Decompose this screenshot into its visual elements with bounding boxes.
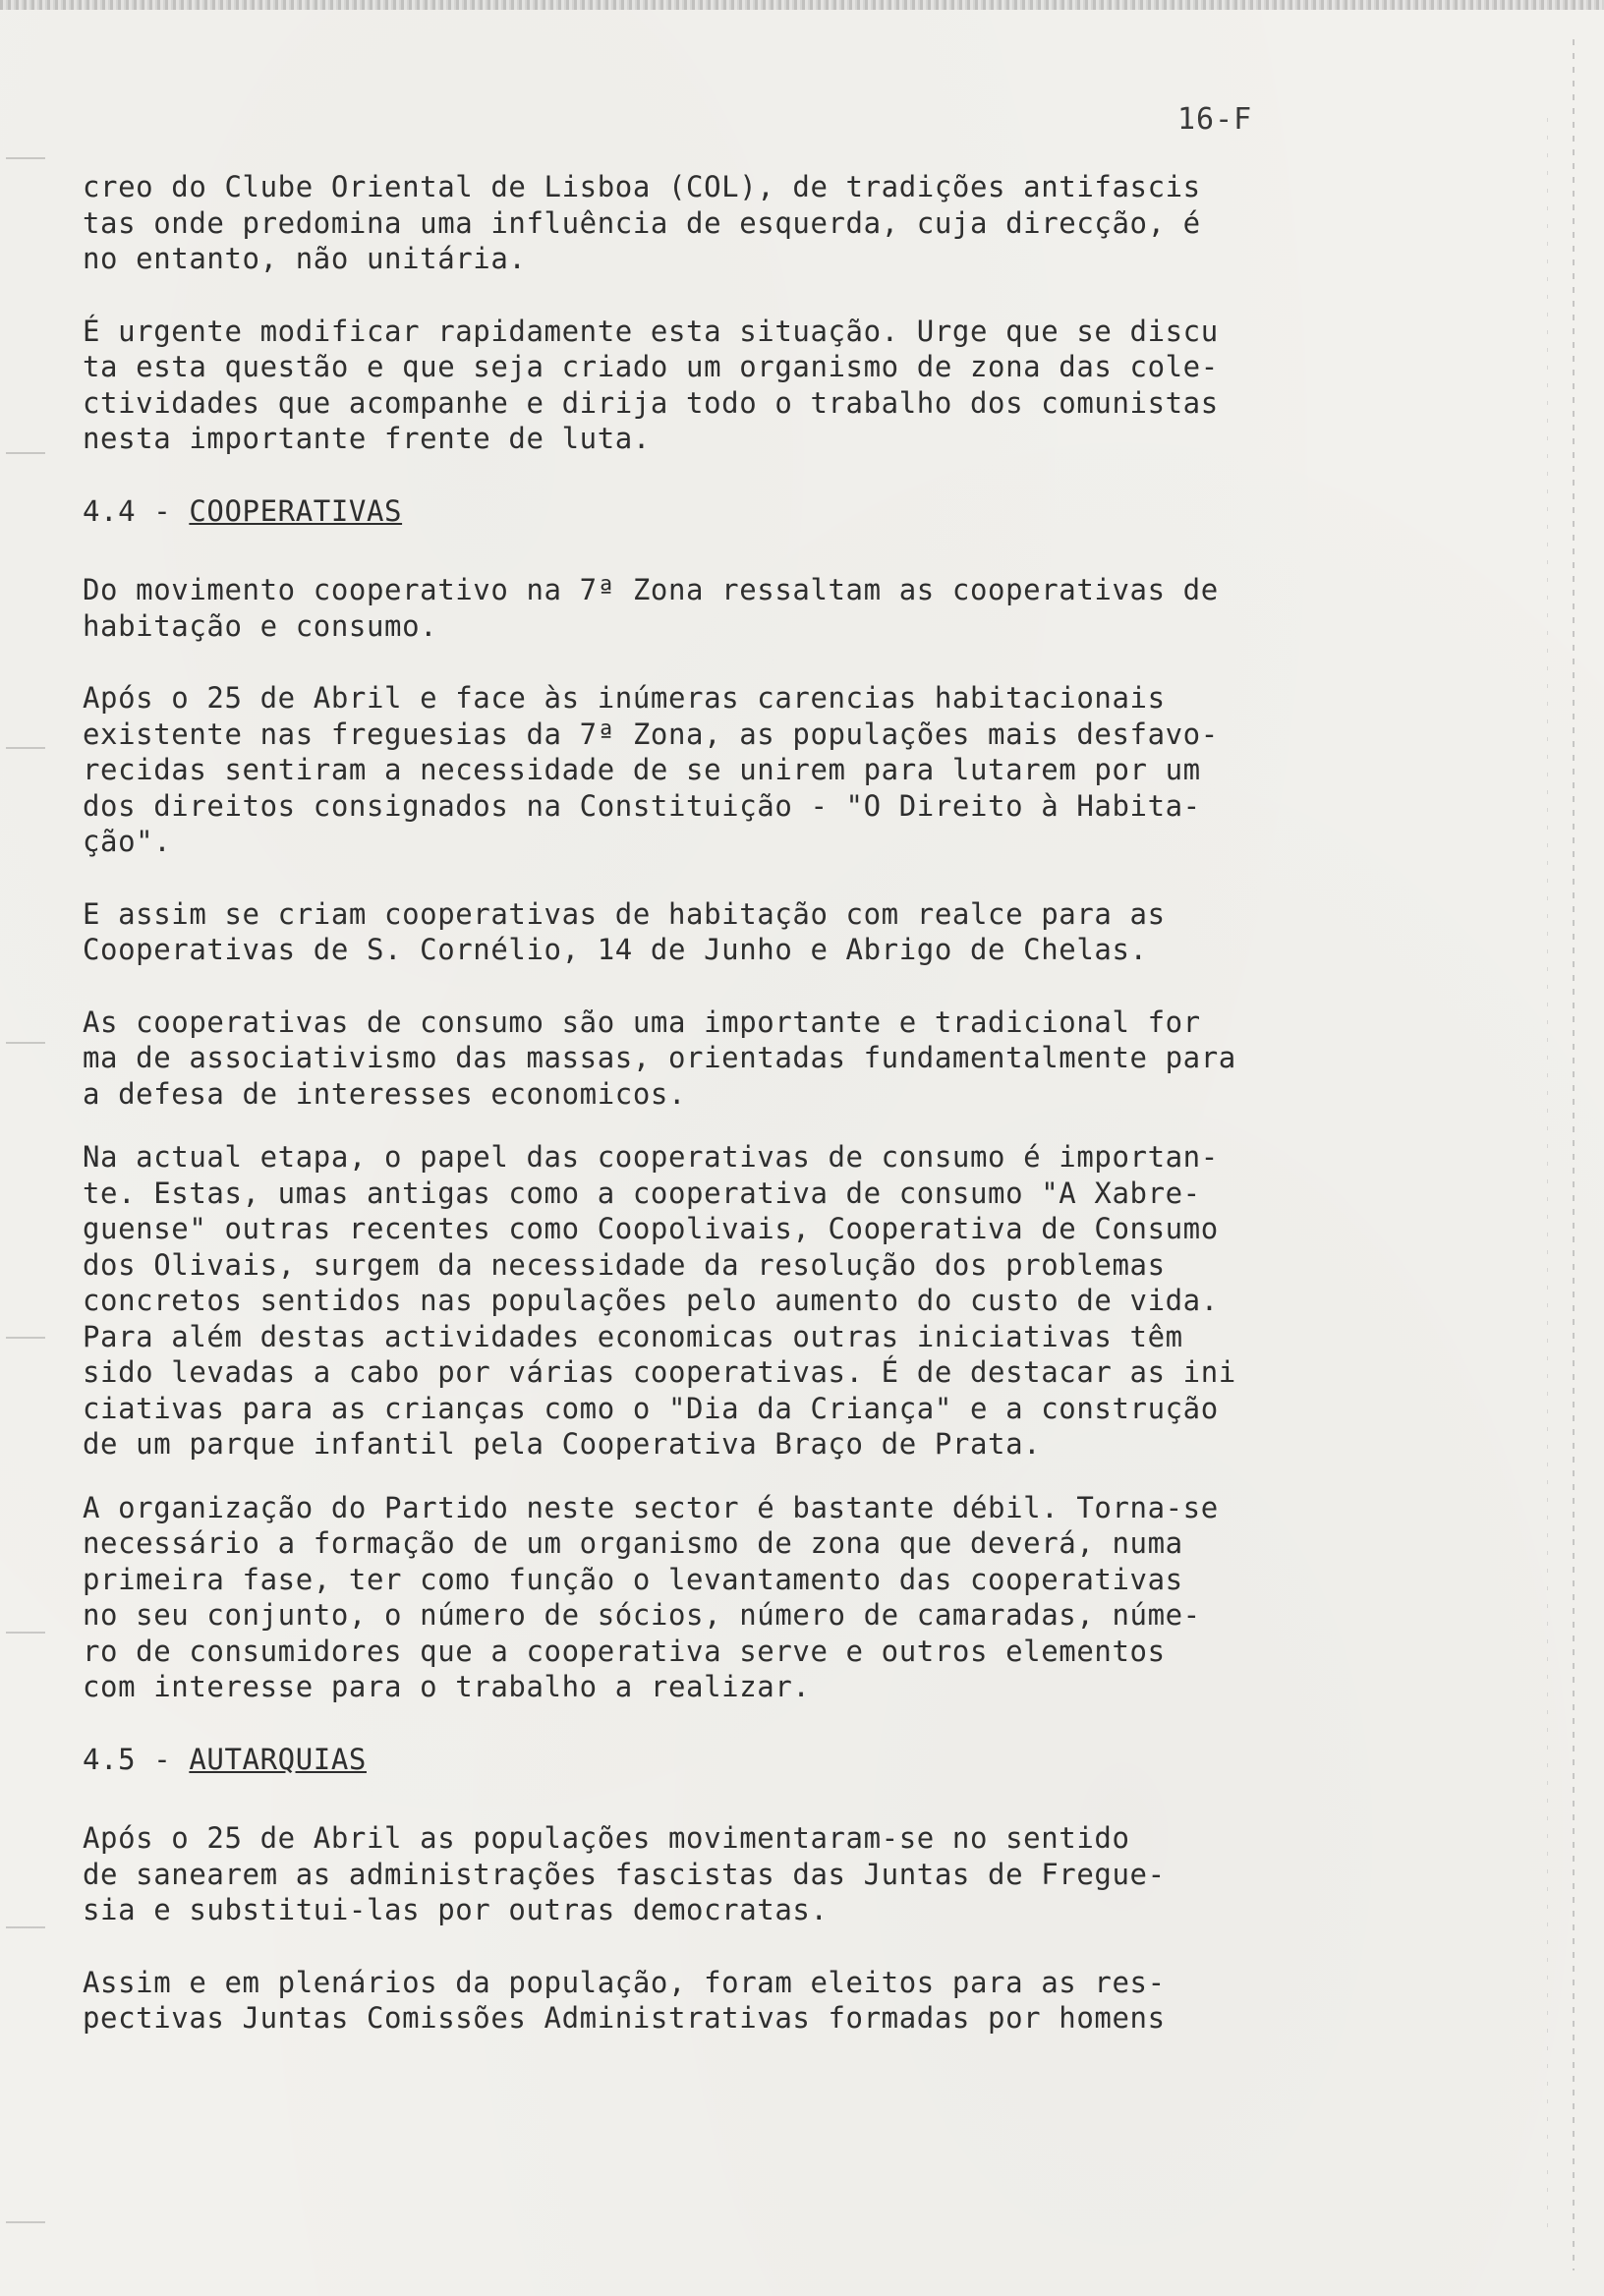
- document-body: [83, 169, 1380, 2073]
- paragraph: [83, 314, 1380, 457]
- text-line: Na actual etapa, o papel das cooperativas de consumo é importan-: [83, 1140, 1219, 1174]
- text-line: pectivas Juntas Comissões Administrativas formadas por homens: [83, 2001, 1166, 2035]
- page-number: 16-F: [1177, 102, 1253, 137]
- section-title: COOPERATIVAS: [189, 493, 403, 528]
- text-line: E assim se criam cooperativas de habitação com realce para as: [83, 896, 1166, 931]
- section-title: AUTARQUIAS: [189, 1742, 367, 1776]
- section-heading-autarquias: [83, 1742, 1380, 1778]
- text-line: Após o 25 de Abril e face às inúmeras carencias habitacionais: [83, 681, 1166, 715]
- text-line: com interesse para o trabalho a realizar.: [83, 1670, 811, 1703]
- text-line: dos Olivais, surgem da necessidade da resolução dos problemas: [83, 1247, 1166, 1282]
- paragraph: [83, 1004, 1380, 1113]
- text-line: no seu conjunto, o número de sócios, número de camaradas, núme-: [83, 1598, 1201, 1632]
- text-line: existente nas freguesias da 7ª Zona, as populações mais desfavo-: [83, 717, 1219, 751]
- text-line: ciativas para as crianças como o "Dia da Criança" e a construção: [83, 1391, 1219, 1425]
- text-line: ctividades que acompanhe e dirija todo o trabalho dos comunistas: [83, 385, 1219, 420]
- paragraph: [83, 1490, 1380, 1705]
- paragraph: [83, 680, 1380, 860]
- text-line: a defesa de interesses economicos.: [83, 1076, 687, 1111]
- text-line: dos direitos consignados na Constituição - "O Direito à Habita-: [83, 788, 1201, 823]
- text-line: concretos sentidos nas populações pelo aumento do custo de vida.: [83, 1284, 1219, 1317]
- text-line: recidas sentiram a necessidade de se unirem para lutarem por um: [83, 753, 1201, 786]
- paragraph: [83, 169, 1380, 277]
- scan-top-edge: [0, 0, 1604, 10]
- text-line: ro de consumidores que a cooperativa serve e outros elementos: [83, 1634, 1166, 1668]
- text-line: creo do Clube Oriental de Lisboa (COL), de tradições antifascis: [83, 170, 1201, 203]
- text-line: As cooperativas de consumo são uma importante e tradicional for: [83, 1004, 1201, 1039]
- text-line: te. Estas, umas antigas como a cooperativa de consumo "A Xabre-: [83, 1176, 1201, 1210]
- text-line: Assim e em plenários da população, foram eleitos para as res-: [83, 1965, 1166, 1999]
- text-line: ção".: [83, 825, 172, 858]
- text-line: É urgente modificar rapidamente esta situação. Urge que se discu: [83, 314, 1219, 348]
- paragraph: [83, 1139, 1380, 1463]
- paragraph: [83, 572, 1380, 644]
- text-line: ta esta questão e que seja criado um organismo de zona das cole-: [83, 350, 1219, 383]
- text-line: sido levadas a cabo por várias cooperativas. É de destacar as ini: [83, 1355, 1236, 1389]
- text-line: Após o 25 de Abril as populações movimentaram-se no sentido: [83, 1821, 1130, 1855]
- scan-right-inner-rule: [1547, 118, 1548, 2231]
- scan-right-edge-rule: [1573, 39, 1575, 2270]
- text-line: Do movimento cooperativo na 7ª Zona ressaltam as cooperativas de: [83, 573, 1219, 606]
- text-line: de sanearem as administrações fascistas das Juntas de Fregue-: [83, 1857, 1166, 1891]
- text-line: sia e substitui-las por outras democratas.: [83, 1893, 829, 1926]
- scan-left-margin-marks: [6, 0, 45, 2296]
- text-line: de um parque infantil pela Cooperativa Braço de Prata.: [83, 1427, 1042, 1461]
- section-number: 4.4 -: [83, 493, 190, 528]
- text-line: nesta importante frente de luta.: [83, 422, 651, 455]
- text-line: no entanto, não unitária.: [83, 242, 527, 275]
- text-line: guense" outras recentes como Coopolivais, Cooperativa de Consumo: [83, 1212, 1219, 1245]
- paragraph: [83, 1965, 1380, 2037]
- text-line: habitação e consumo.: [83, 608, 438, 643]
- text-line: necessário a formação de um organismo de zona que deverá, numa: [83, 1526, 1183, 1560]
- text-line: A organização do Partido neste sector é bastante débil. Torna-se: [83, 1490, 1219, 1524]
- paragraph: [83, 896, 1380, 968]
- text-line: primeira fase, ter como função o levantamento das cooperativas: [83, 1562, 1183, 1596]
- text-line: Cooperativas de S. Cornélio, 14 de Junho e Abrigo de Chelas.: [83, 933, 1148, 966]
- section-number: 4.5 -: [83, 1742, 190, 1776]
- section-heading-cooperativas: [83, 493, 1380, 530]
- paragraph: [83, 1820, 1380, 1928]
- text-line: Para além destas actividades economicas outras iniciativas têm: [83, 1319, 1183, 1353]
- text-line: ma de associativismo das massas, orientadas fundamentalmente para: [83, 1041, 1236, 1074]
- text-line: tas onde predomina uma influência de esquerda, cuja direcção, é: [83, 205, 1201, 240]
